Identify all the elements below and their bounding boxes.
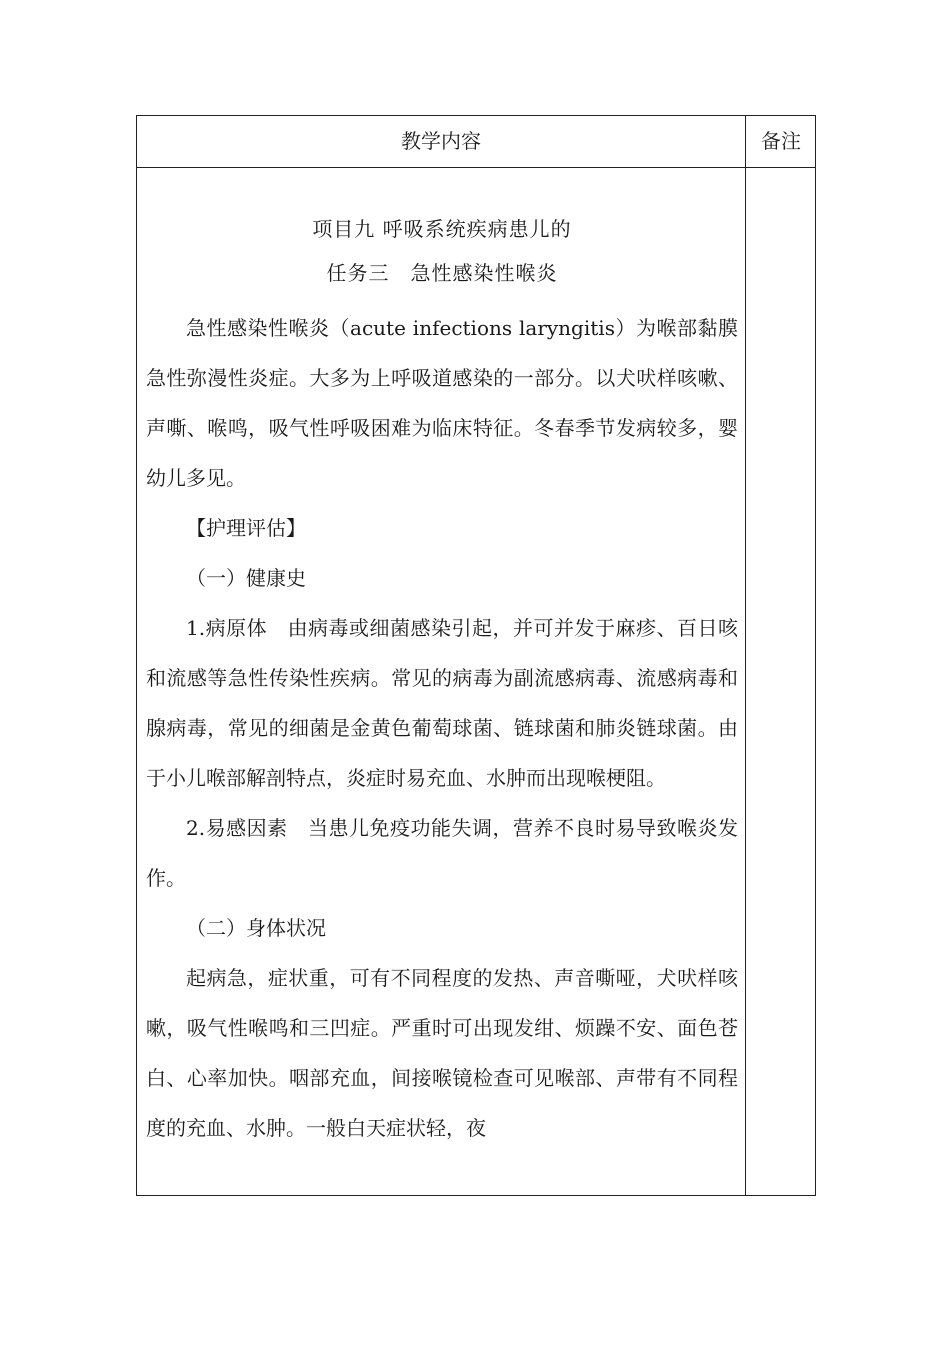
table-header-row bbox=[137, 116, 815, 168]
project-title: 项目九 呼吸系统疾病患儿的 bbox=[312, 217, 572, 241]
teaching-content-header: 教学内容 bbox=[401, 129, 481, 153]
subsection-heading-history: （一）健康史 bbox=[186, 566, 306, 590]
task-title: 任务三 急性感染性喉炎 bbox=[326, 261, 558, 285]
teaching-content-cell bbox=[146, 207, 738, 1153]
intro-paragraph: 急性感染性喉炎（acute infections laryngitis）为喉部黏膜急性弥漫性炎症。大多为上呼吸道感染的一部分。以犬吠样咳嗽、声嘶、喉鸣，吸气性呼吸困难为临床特征。冬春季节发病较多，婴幼儿多见。 bbox=[146, 316, 738, 490]
notes-cell bbox=[746, 168, 816, 1195]
lesson-table bbox=[136, 115, 816, 1196]
subsection-heading-physical: （二）身体状况 bbox=[186, 916, 326, 940]
notes-header: 备注 bbox=[761, 129, 801, 153]
symptoms-paragraph: 起病急，症状重，可有不同程度的发热、声音嘶哑，犬吠样咳嗽，吸气性喉鸣和三凹症。严重时可出现发绀、烦躁不安、面色苍白、心率加快。咽部充血，间接喉镜检查可见喉部、声带有不同程度的充血、水肿。一般白天症状轻，夜 bbox=[146, 966, 738, 1140]
pathogen-paragraph: 1.病原体 由病毒或细菌感染引起，并可并发于麻疹、百日咳和流感等急性传染性疾病。常见的病毒为副流感病毒、流感病毒和腺病毒，常见的细菌是金黄色葡萄球菌、链球菌和肺炎链球菌。由于小儿喉部解剖特点，炎症时易充血、水肿而出现喉梗阻。 bbox=[146, 616, 738, 790]
section-heading-assessment: 【护理评估】 bbox=[186, 516, 306, 540]
risk-factor-paragraph: 2.易感因素 当患儿免疫功能失调，营养不良时易导致喉炎发作。 bbox=[146, 816, 738, 890]
